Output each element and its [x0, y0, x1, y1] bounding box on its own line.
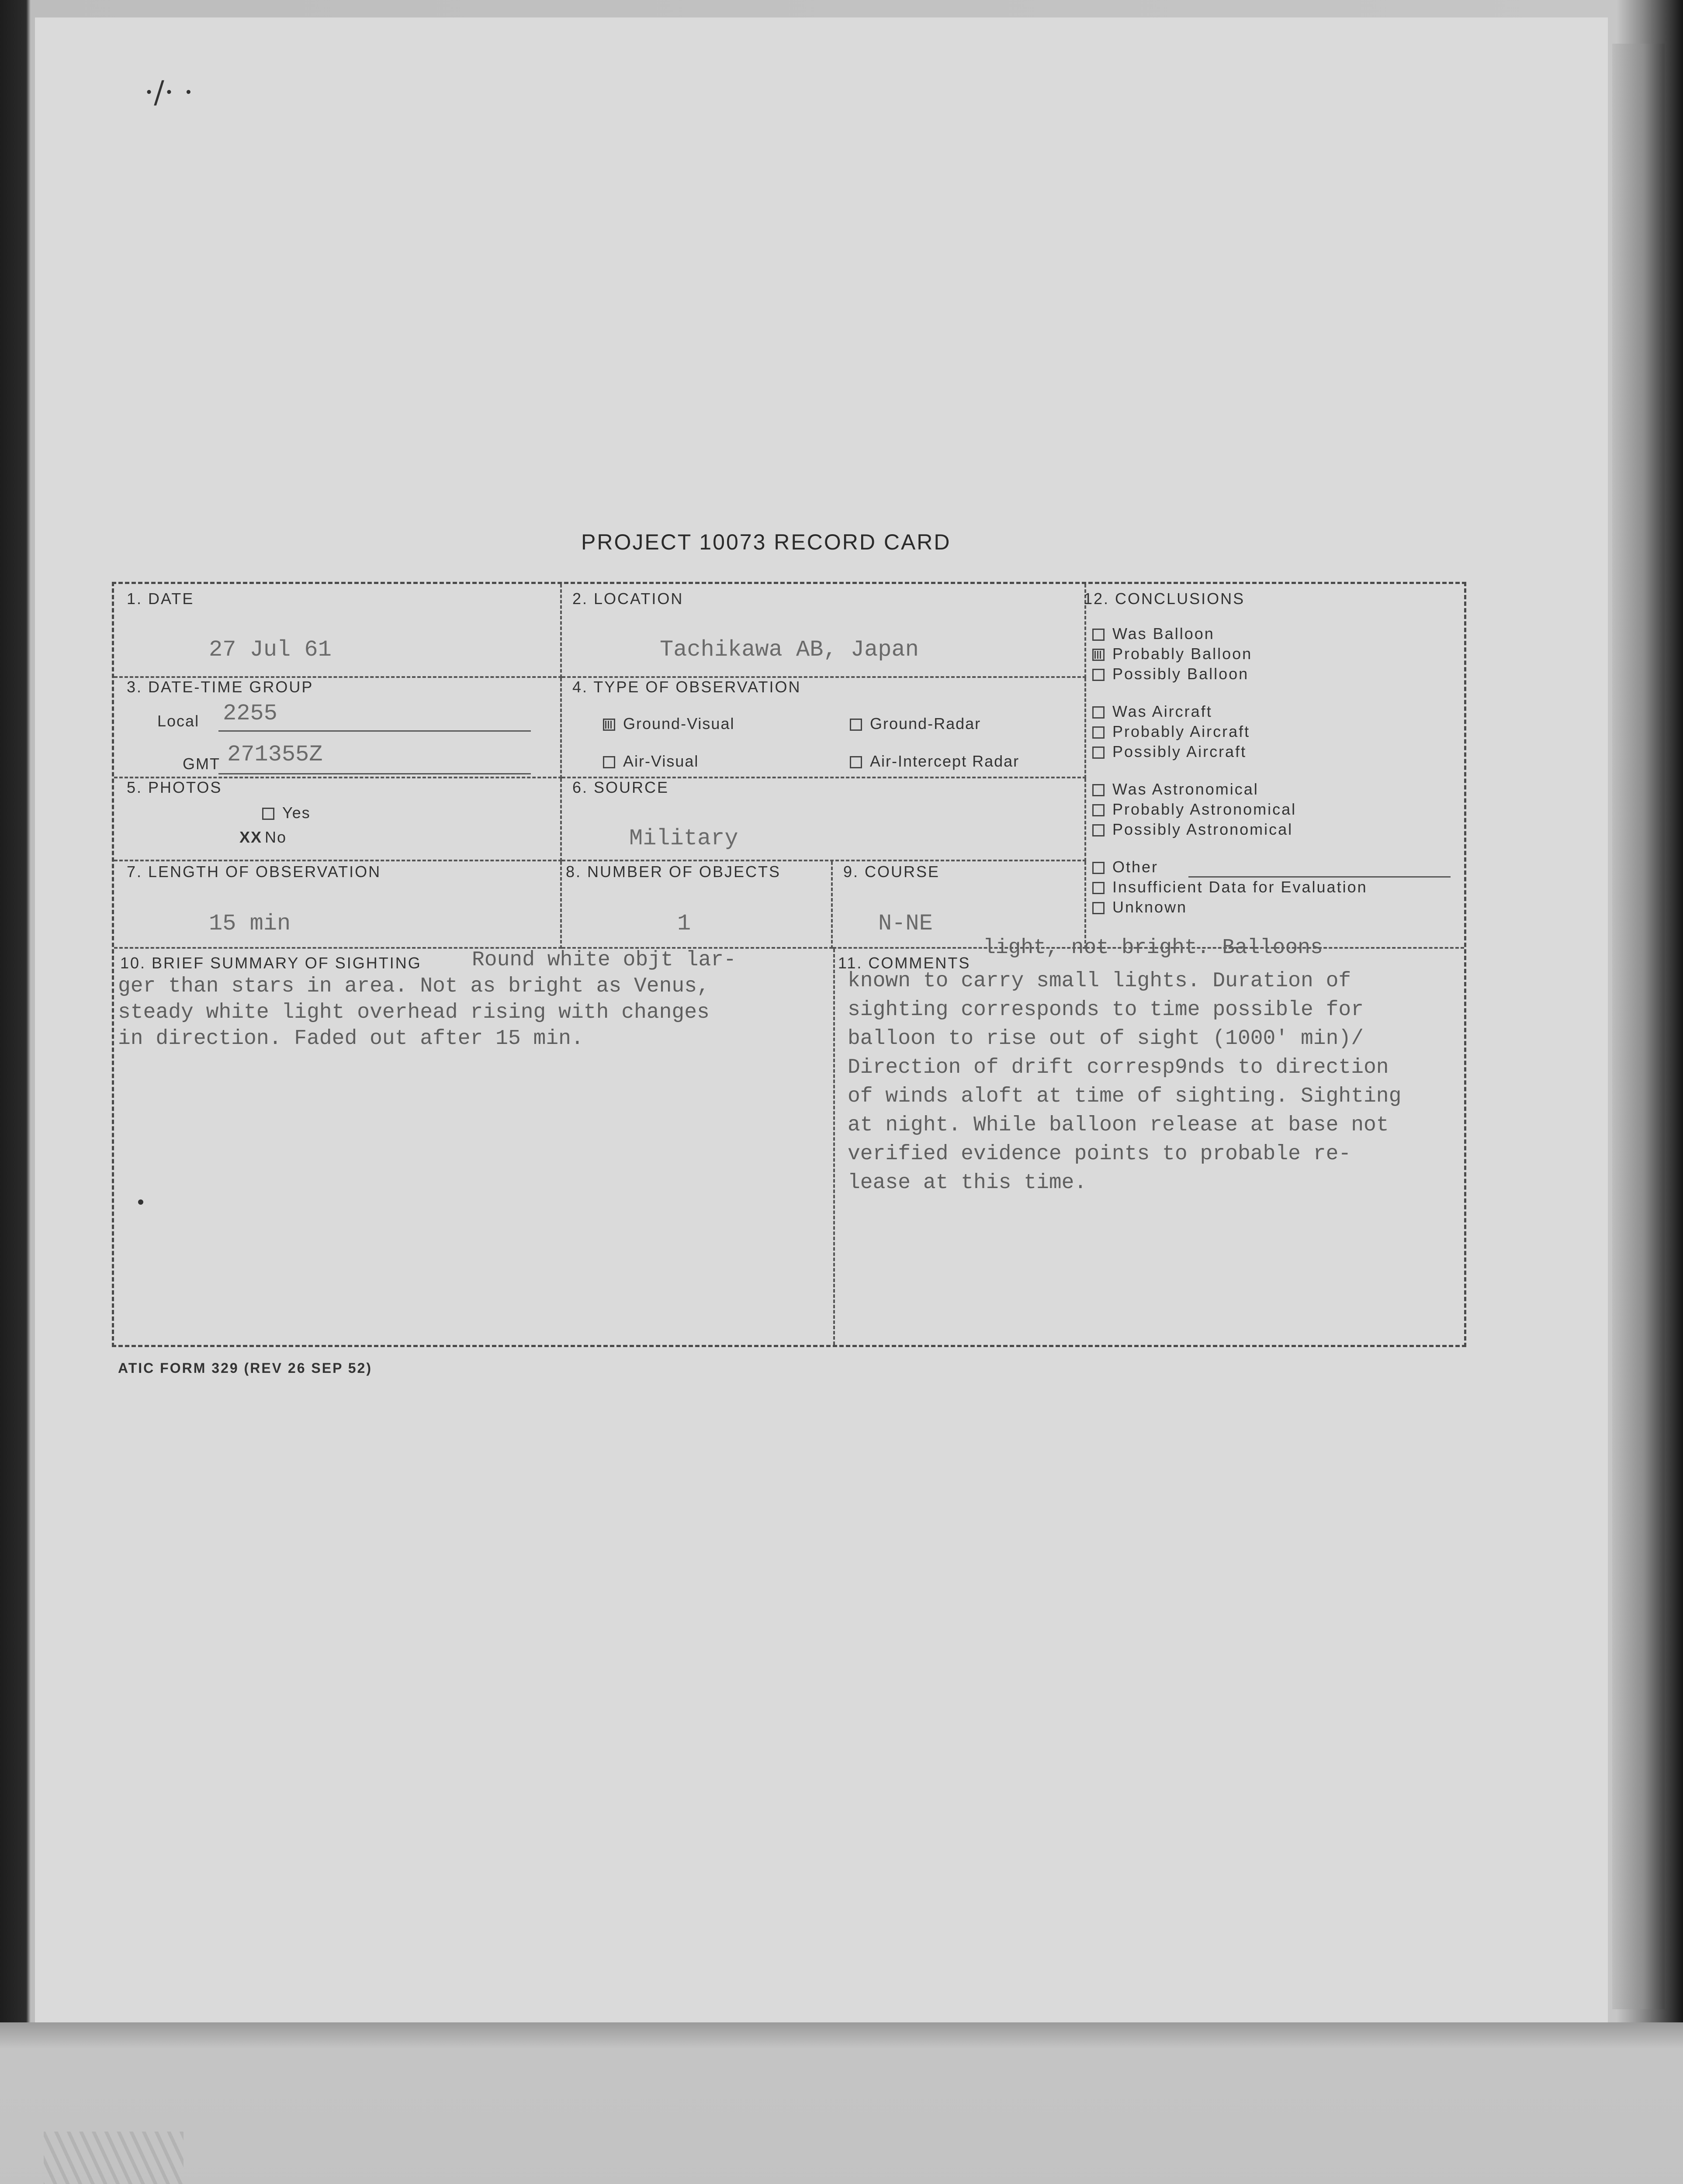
- ground-visual-option[interactable]: [603, 715, 734, 733]
- was-astronomical-checkbox[interactable]: [1092, 784, 1105, 796]
- air-visual-label: Air-Visual: [623, 752, 699, 770]
- comments-line-4: balloon to rise out of sight (1000' min)/: [848, 1027, 1364, 1051]
- possibly-balloon-label: Possibly Balloon: [1112, 665, 1249, 683]
- comments-line-3: sighting corresponds to time possible for: [848, 998, 1364, 1022]
- other-label: Other: [1112, 858, 1159, 876]
- card-title: PROJECT 10073 RECORD CARD: [581, 530, 951, 554]
- local-time-underline: [218, 730, 531, 732]
- comments-line-1: light, not bright. Balloons: [983, 936, 1323, 960]
- comments-line-5: Direction of drift corresp9nds to direction: [848, 1056, 1389, 1079]
- comments-line-2: known to carry small lights. Duration of: [848, 969, 1351, 993]
- date-time-group-label: 3. DATE-TIME GROUP: [127, 678, 314, 696]
- possibly-aircraft-checkbox[interactable]: [1092, 746, 1105, 759]
- insufficient-data-checkbox[interactable]: [1092, 882, 1105, 894]
- summary-line-2: ger than stars in area. Not as bright as Venus,: [118, 975, 710, 998]
- local-time-value: 2255: [223, 701, 277, 726]
- possibly-astronomical-checkbox[interactable]: [1092, 824, 1105, 836]
- other-underline: [1188, 876, 1451, 878]
- course-value: N-NE: [878, 911, 933, 936]
- photos-label: 5. PHOTOS: [127, 778, 222, 796]
- summary-label: 10. BRIEF SUMMARY OF SIGHTING: [120, 954, 422, 972]
- conclusion-was-aircraft[interactable]: [1092, 702, 1368, 722]
- possibly-balloon-checkbox[interactable]: [1092, 669, 1105, 681]
- number-of-objects-value: 1: [677, 911, 691, 936]
- stray-dot: [138, 1199, 143, 1205]
- ground-visual-label: Ground-Visual: [623, 715, 735, 733]
- was-aircraft-label: Was Aircraft: [1112, 702, 1212, 720]
- was-aircraft-checkbox[interactable]: [1092, 706, 1105, 719]
- air-intercept-radar-label: Air-Intercept Radar: [870, 752, 1020, 770]
- air-visual-checkbox[interactable]: [603, 756, 615, 768]
- comments-label: 11. COMMENTS: [838, 954, 971, 972]
- course-label: 9. COURSE: [843, 863, 940, 881]
- gmt-label: GMT: [183, 755, 220, 773]
- air-visual-option[interactable]: [603, 752, 699, 771]
- probably-aircraft-checkbox[interactable]: [1092, 726, 1105, 739]
- probably-balloon-label: Probably Balloon: [1112, 645, 1253, 663]
- ground-radar-checkbox[interactable]: [850, 719, 862, 731]
- possibly-astronomical-label: Possibly Astronomical: [1112, 820, 1293, 838]
- was-astronomical-label: Was Astronomical: [1112, 780, 1259, 798]
- number-of-objects-label: 8. NUMBER OF OBJECTS: [566, 863, 781, 881]
- photos-no-option[interactable]: [239, 828, 287, 847]
- conclusion-was-astronomical[interactable]: [1092, 780, 1368, 800]
- conclusion-probably-astronomical[interactable]: [1092, 800, 1368, 820]
- length-value: 15 min: [209, 911, 291, 936]
- location-value: Tachikawa AB, Japan: [660, 637, 919, 663]
- probably-astronomical-checkbox[interactable]: [1092, 804, 1105, 816]
- smudge-mark: [44, 2132, 184, 2184]
- photos-no-mark: XX: [239, 828, 263, 846]
- local-label: Local: [157, 712, 200, 730]
- probably-astronomical-label: Probably Astronomical: [1112, 800, 1297, 818]
- photos-yes-label: Yes: [282, 804, 311, 822]
- type-of-observation-label: 4. TYPE OF OBSERVATION: [572, 678, 801, 696]
- summary-line-4: in direction. Faded out after 15 min.: [118, 1027, 584, 1051]
- conclusion-possibly-balloon[interactable]: [1092, 665, 1368, 685]
- air-intercept-radar-option[interactable]: [850, 752, 1019, 771]
- was-balloon-checkbox[interactable]: [1092, 629, 1105, 641]
- ground-visual-checkbox[interactable]: [603, 719, 615, 731]
- gmt-time-underline: [218, 773, 531, 774]
- conclusion-possibly-aircraft[interactable]: [1092, 743, 1368, 763]
- corner-mark: ·/· ·: [144, 74, 194, 110]
- date-value: 27 Jul 61: [209, 637, 332, 663]
- conclusions-label: 12. CONCLUSIONS: [1084, 590, 1245, 608]
- comments-line-9: lease at this time.: [848, 1171, 1087, 1195]
- conclusion-possibly-astronomical[interactable]: [1092, 820, 1368, 840]
- air-intercept-radar-checkbox[interactable]: [850, 756, 862, 768]
- form-id: ATIC FORM 329 (REV 26 SEP 52): [118, 1360, 372, 1376]
- summary-line-1: Round white objt lar-: [472, 948, 736, 972]
- conclusion-other[interactable]: [1092, 858, 1368, 878]
- source-label: 6. SOURCE: [572, 778, 669, 796]
- was-balloon-label: Was Balloon: [1112, 625, 1215, 643]
- length-label: 7. LENGTH OF OBSERVATION: [127, 863, 381, 881]
- other-checkbox[interactable]: [1092, 862, 1105, 874]
- insufficient-data-label: Insufficient Data for Evaluation: [1112, 878, 1368, 896]
- page-edge-shadow: [1612, 44, 1665, 2009]
- possibly-aircraft-label: Possibly Aircraft: [1112, 743, 1247, 760]
- conclusion-unknown[interactable]: [1092, 898, 1368, 918]
- photos-no-label: No: [265, 828, 287, 846]
- unknown-checkbox[interactable]: [1092, 902, 1105, 914]
- conclusion-insufficient-data[interactable]: [1092, 878, 1368, 898]
- gmt-time-value: 271355Z: [227, 742, 323, 767]
- unknown-label: Unknown: [1112, 898, 1188, 916]
- conclusion-was-balloon[interactable]: [1092, 625, 1368, 645]
- summary-line-3: steady white light overhead rising with changes: [118, 1001, 710, 1024]
- probably-aircraft-label: Probably Aircraft: [1112, 722, 1250, 740]
- underlying-page-strip: [0, 2022, 1683, 2184]
- source-value: Military: [629, 826, 738, 851]
- ground-radar-option[interactable]: [850, 715, 981, 733]
- location-label: 2. LOCATION: [572, 590, 684, 608]
- photos-yes-checkbox[interactable]: [262, 808, 274, 820]
- comments-line-7: at night. While balloon release at base not: [848, 1113, 1389, 1137]
- conclusion-probably-aircraft[interactable]: [1092, 722, 1368, 743]
- date-label: 1. DATE: [127, 590, 194, 608]
- photos-yes-option[interactable]: [262, 804, 311, 822]
- comments-line-6: of winds aloft at time of sighting. Sighting: [848, 1085, 1402, 1108]
- conclusions-list: [1092, 625, 1368, 918]
- conclusion-probably-balloon[interactable]: [1092, 645, 1368, 665]
- ground-radar-label: Ground-Radar: [870, 715, 981, 733]
- probably-balloon-checkbox[interactable]: [1092, 649, 1105, 661]
- comments-line-8: verified evidence points to probable re-: [848, 1142, 1351, 1166]
